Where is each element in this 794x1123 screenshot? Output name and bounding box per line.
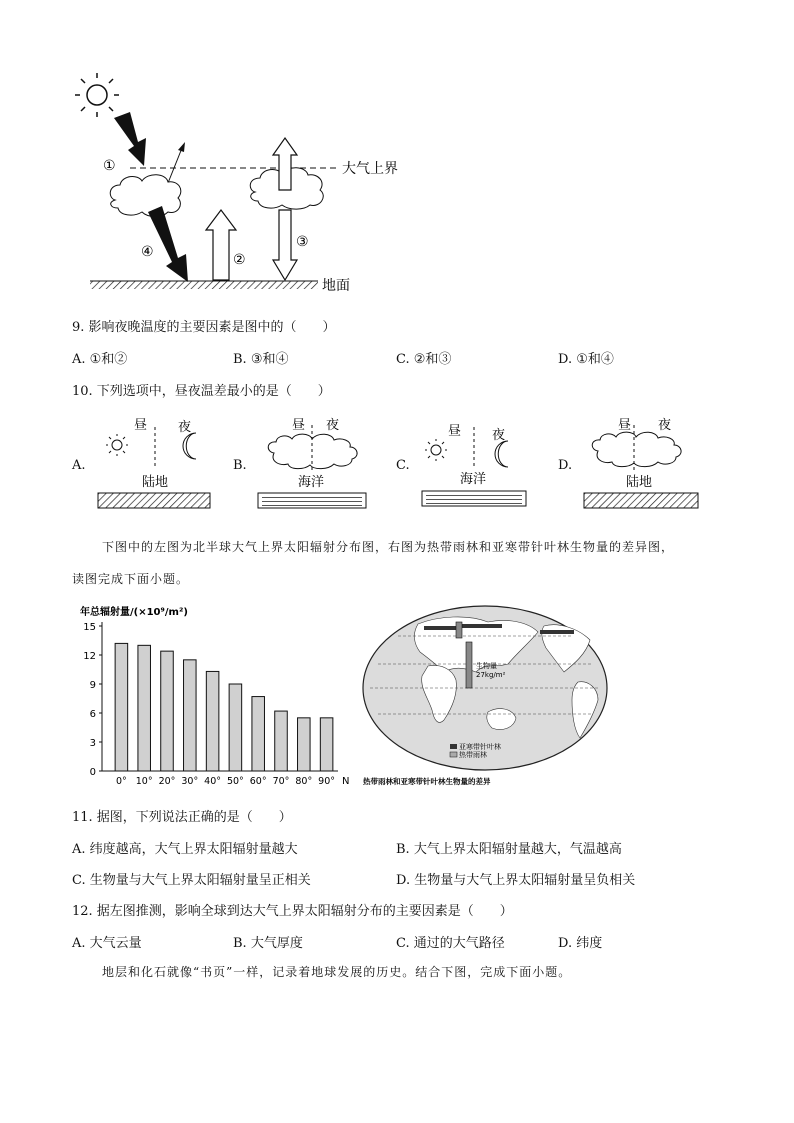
moon-icon (183, 433, 196, 459)
q10-option-d-figure[interactable] (578, 415, 718, 515)
bar-0 (115, 643, 128, 771)
surface-label: 陆地 (142, 475, 169, 490)
q9-option-c[interactable]: C. ②和③ (396, 352, 452, 367)
south-america-shape (572, 682, 598, 738)
biomass-world-map (358, 602, 613, 790)
cloud-icon (592, 432, 681, 467)
marker-4: ④ (141, 244, 154, 260)
arrow-4-solar-to-ground (148, 206, 188, 282)
arrow-1-solar (114, 112, 146, 166)
q10-option-a-letter[interactable]: A. (72, 458, 86, 473)
q9-option-a[interactable]: A. ①和② (72, 352, 128, 367)
q12-option-c[interactable]: C. 通过的大气路径 (396, 936, 505, 951)
surface-label: 陆地 (626, 475, 653, 490)
arrow-3-counter-radiation (273, 210, 297, 280)
bar-2 (161, 651, 174, 771)
day-label: 昼 (448, 424, 462, 439)
biomass-label: 生物量 (476, 662, 497, 670)
x-tick-label: 0° (116, 776, 127, 787)
x-tick-label: 10° (135, 776, 153, 787)
bar-6 (252, 697, 265, 771)
x-tick-label: 70° (272, 776, 290, 787)
legend-taiga: 亚寒带针叶林 (459, 743, 501, 751)
marker-1: ① (103, 158, 116, 174)
moon-icon (495, 441, 508, 467)
q9-option-b[interactable]: B. ③和④ (233, 352, 289, 367)
intro-1-line-2: 读图完成下面小题。 (72, 572, 190, 586)
night-label: 夜 (492, 428, 506, 443)
q9-option-d[interactable]: D. ①和④ (558, 352, 614, 367)
q10-stem: 10. 下列选项中，昼夜温差最小的是（ ） (72, 384, 331, 399)
night-label: 夜 (326, 418, 340, 433)
marker-3: ③ (296, 234, 309, 250)
x-tick-label: 30° (181, 776, 199, 787)
q11-stem: 11. 据图，下列说法正确的是（ ） (72, 810, 292, 825)
marker-2: ② (233, 252, 246, 268)
chart-title: 年总辐射量/(×10⁹/m²) (80, 607, 188, 618)
ground-label: 地面 (322, 278, 350, 294)
sun-icon (106, 434, 128, 456)
night-label: 夜 (658, 418, 672, 433)
y-tick-label: 15 (83, 622, 96, 633)
taiga-biomass-bar (456, 622, 462, 638)
bar-8 (298, 718, 311, 771)
y-tick-label: 6 (89, 709, 96, 720)
q12-option-b[interactable]: B. 大气厚度 (233, 936, 303, 951)
q10-option-b-letter[interactable]: B. (233, 458, 247, 473)
cloud-left (110, 175, 181, 217)
q12-option-d[interactable]: D. 纬度 (558, 936, 603, 951)
q11-option-a[interactable]: A. 纬度越高，大气上界太阳辐射量越大 (72, 842, 298, 857)
y-tick-label: 12 (83, 651, 96, 662)
q10-option-b-figure[interactable] (252, 415, 392, 515)
land-surface (584, 493, 698, 508)
sun-icon (75, 73, 119, 117)
q10-option-a-figure[interactable] (92, 415, 232, 515)
x-tick-label: 40° (204, 776, 222, 787)
q11-option-b[interactable]: B. 大气上界太阳辐射量越大，气温越高 (396, 842, 622, 857)
bar-7 (275, 711, 288, 771)
ground-hatch (90, 281, 318, 289)
sun-icon (425, 439, 447, 461)
radiation-diagram (70, 70, 420, 300)
x-tick-label: 20° (158, 776, 176, 787)
x-tick-label: 80° (295, 776, 313, 787)
arrow-2-ground-radiation (206, 210, 236, 280)
day-label: 昼 (134, 418, 148, 433)
q11-option-d[interactable]: D. 生物量与大气上界太阳辐射量呈负相关 (396, 873, 636, 888)
surface-label: 海洋 (298, 475, 325, 490)
q9-stem: 9. 影响夜晚温度的主要因素是图中的（ ） (72, 320, 336, 335)
atmosphere-label: 大气上界 (342, 161, 398, 177)
bar-9 (320, 718, 333, 771)
day-label: 昼 (292, 418, 306, 433)
q10-option-d-letter[interactable]: D. (558, 458, 573, 473)
legend-rainforest: 热带雨林 (459, 751, 487, 759)
intro-2-line-1: 地层和化石就像“书页”一样，记录着地球发展的历史。结合下图，完成下面小题。 (102, 965, 572, 979)
bar-4 (206, 671, 219, 771)
y-tick-label: 0 (89, 767, 96, 778)
y-tick-label: 9 (89, 680, 96, 691)
intro-1-line-1: 下图中的左图为北半球大气上界太阳辐射分布图，右图为热带雨林和亚寒带针叶林生物量的差异图， (102, 540, 675, 554)
rainforest-biomass-bar (466, 642, 472, 688)
map-caption: 热带雨林和亚寒带针叶林生物量的差异 (363, 777, 491, 786)
q11-option-c[interactable]: C. 生物量与大气上界太阳辐射量呈正相关 (72, 873, 311, 888)
bar-1 (138, 645, 151, 771)
x-axis-suffix: N (342, 776, 350, 787)
land-surface (98, 493, 210, 508)
cloud-icon (268, 434, 357, 469)
surface-label: 海洋 (460, 472, 487, 487)
radiation-bar-chart (70, 600, 360, 795)
q12-option-a[interactable]: A. 大气云量 (72, 936, 142, 951)
y-tick-label: 3 (89, 738, 96, 749)
bar-5 (229, 684, 242, 771)
x-tick-label: 90° (318, 776, 336, 787)
q10-option-c-figure[interactable] (416, 415, 556, 515)
q10-option-c-letter[interactable]: C. (396, 458, 410, 473)
q12-stem: 12. 据左图推测，影响全球到达大气上界太阳辐射分布的主要因素是（ ） (72, 904, 513, 919)
x-tick-label: 60° (249, 776, 267, 787)
bar-3 (184, 660, 197, 771)
biomass-value-label: 27kg/m² (476, 671, 506, 679)
x-tick-label: 50° (226, 776, 244, 787)
day-label: 昼 (618, 418, 632, 433)
night-label: 夜 (178, 420, 192, 435)
